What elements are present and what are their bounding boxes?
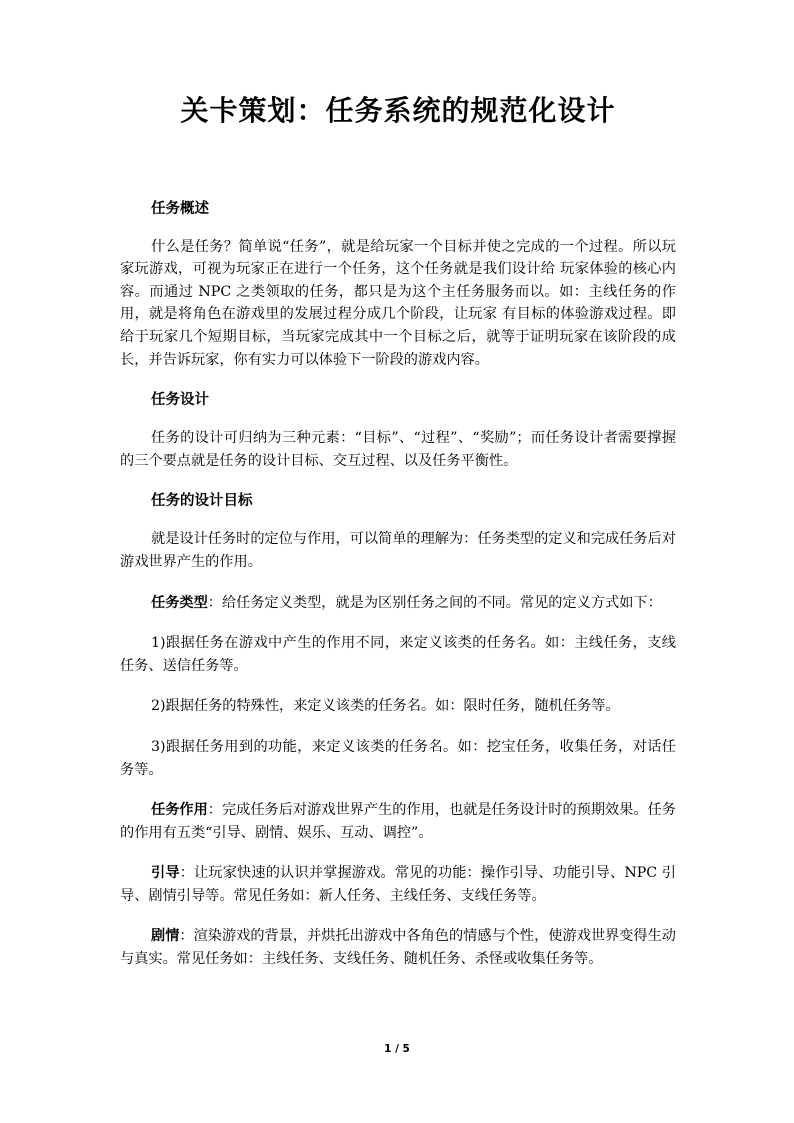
lead-task-type: 任务类型 <box>151 594 208 611</box>
text-guide: ：让玩家快速的认识并掌握游戏。常见的功能：操作引导、功能引导、NPC 引导、剧情引导等。常见任务如：新人任务、主线任务、支线任务等。 <box>120 865 676 904</box>
document-title: 关卡策划：任务系统的规范化设计 <box>180 94 616 127</box>
text-task-type: ：给任务定义类型，就是为区别任务之间的不同。常见的定义方式如下： <box>207 594 662 611</box>
section-heading-design: 任务设计 <box>151 392 209 409</box>
document-page <box>120 94 676 971</box>
paragraph-story <box>120 925 676 970</box>
paragraph-guide <box>120 862 676 907</box>
section-heading-overview: 任务概述 <box>151 200 209 217</box>
paragraph-design: 任务的设计可归纳为三种元素：“目标”、“过程”、“奖励”；而任务设计者需要撑握的三个要点就是任务的设计目标、交互过程、以及任务平衡性。 <box>120 430 676 469</box>
lead-guide: 引导 <box>151 865 180 882</box>
lead-story: 剧情 <box>151 928 180 945</box>
list-item-type-3: 3)跟据任务用到的功能，来定义该类的任务名。如：挖宝任务，收集任务，对话任务等。 <box>120 738 676 778</box>
paragraph-overview: 什么是任务？简单说“任务”，就是给玩家一个目标并使之完成的一个过程。所以玩家玩游戏，可视为玩家正在进行一个任务，这个任务就是我们设计给 玩家体验的核心内容。而通过 NPC 之类领取的任务，都只是为这个主任务服务而以。如：主线任务的作用，就是将角色在游戏里的发展过程分成几个阶段，让玩家 有目标的体验游戏过程。即给于玩家几个短期目标，当玩家完成其中一个目标之后，就等于证明玩家在该阶段的成长，并告诉玩家，你有实力可以体验下一阶段的游戏内容。 <box>120 238 676 368</box>
text-story: ：渲染游戏的背景，并烘托出游戏中各角色的情感与个性，使游戏世界变得生动与真实。常见任务如：主线任务、支线任务、随机任务、杀怪或收集任务等。 <box>120 928 676 968</box>
paragraph-task-type <box>120 592 676 615</box>
list-item-type-1: 1)跟据任务在游戏中产生的作用不同，来定义该类的任务名。如：主线任务，支线任务、送信任务等。 <box>120 635 676 674</box>
page-number: 1 / 5 <box>384 1043 410 1055</box>
section-heading-goal: 任务的设计目标 <box>151 493 253 510</box>
paragraph-task-effect <box>120 799 676 844</box>
text-task-effect: ：完成任务后对游戏世界产生的作用，也就是任务设计时的预期效果。任务的作用有五类“引导、剧情、娱乐、互动、调控”。 <box>120 802 676 841</box>
paragraph-goal: 就是设计任务时的定位与作用，可以简单的理解为：任务类型的定义和完成任务后对游戏世界产生的作用。 <box>120 531 676 570</box>
lead-task-effect: 任务作用 <box>151 802 208 819</box>
list-item-type-2: 2)跟据任务的特殊性，来定义该类的任务名。如：限时任务，随机任务等。 <box>151 698 620 715</box>
